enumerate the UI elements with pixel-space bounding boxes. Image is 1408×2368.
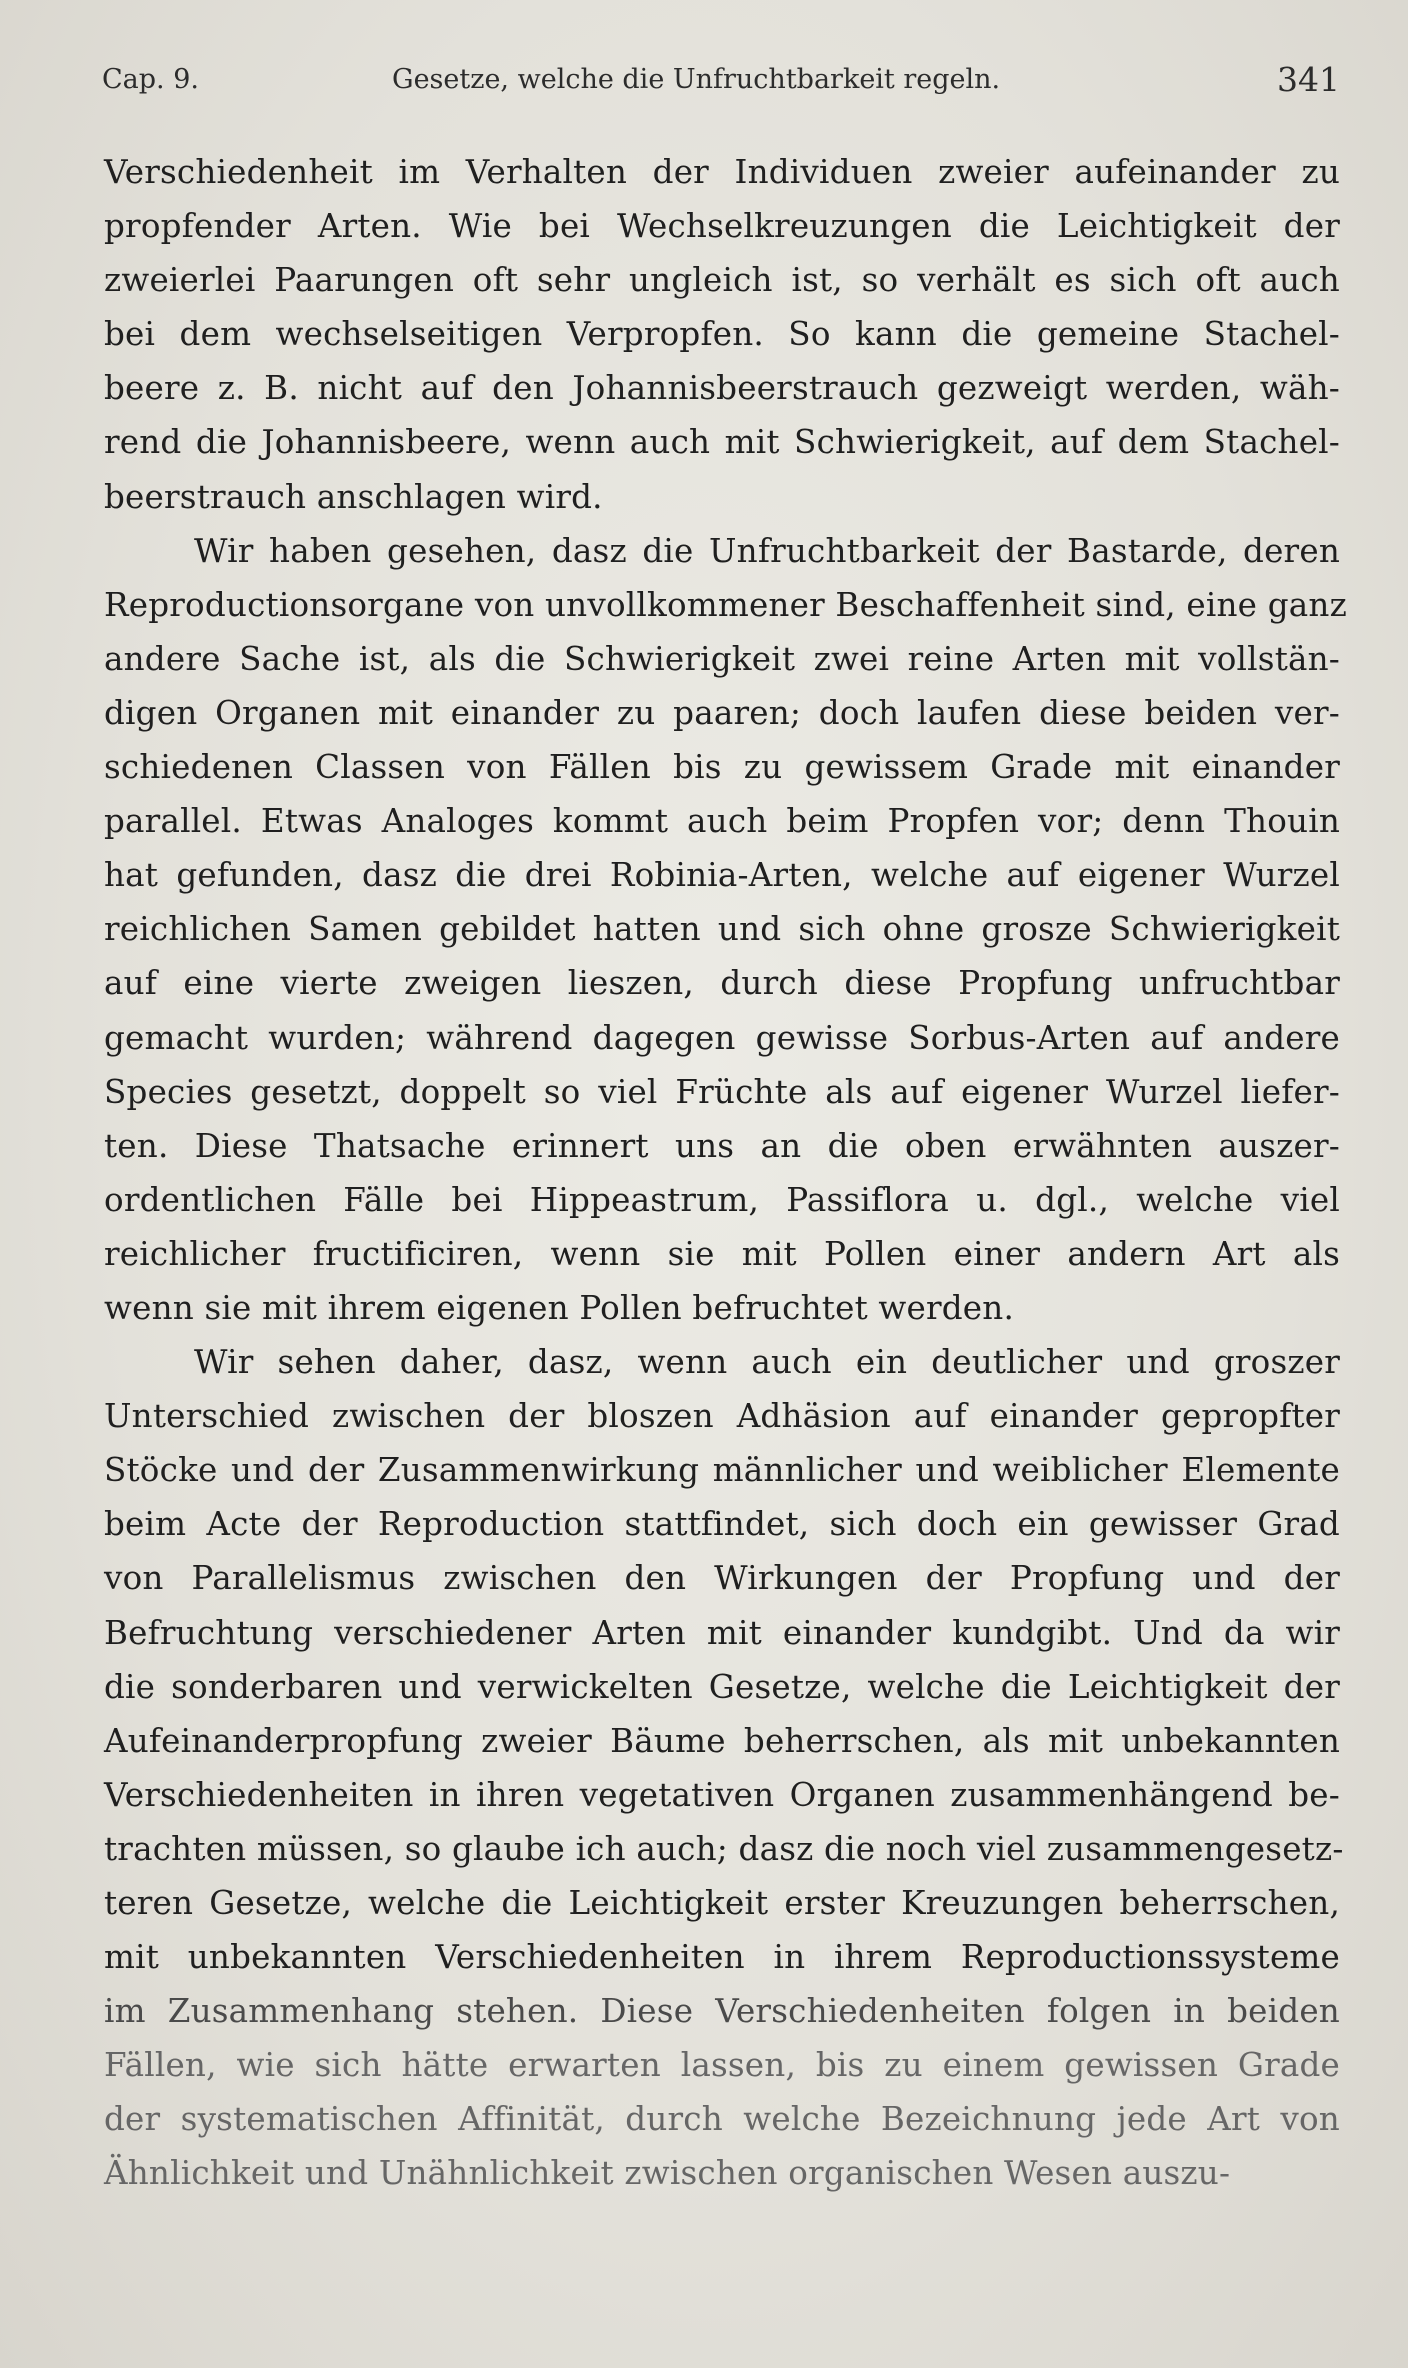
text-line: trachten müssen, so glaube ich auch; dasz die noch viel zusammengesetz- bbox=[104, 1829, 1344, 1868]
text-line: beere z. B. nicht auf den Johannisbeerstrauch gezweigt werden, wäh- bbox=[104, 369, 1340, 408]
text-line: beim Acte der Reproduction stattfindet, sich doch ein gewisser Grad bbox=[104, 1505, 1340, 1544]
text-line: im Zusammenhang stehen. Diese Verschiedenheiten folgen in beiden bbox=[104, 1992, 1340, 2031]
text-line: Wir sehen daher, dasz, wenn auch ein deutlicher und groszer bbox=[194, 1343, 1340, 1382]
text-line: andere Sache ist, als die Schwierigkeit zwei reine Arten mit vollstän- bbox=[104, 639, 1340, 678]
text-line: beerstrauch anschlagen wird. bbox=[104, 477, 603, 516]
text-line: wenn sie mit ihrem eigenen Pollen befruchtet werden. bbox=[104, 1288, 1015, 1327]
running-header bbox=[102, 60, 1340, 114]
text-line: Befruchtung verschiedener Arten mit einander kundgibt. Und da wir bbox=[104, 1613, 1340, 1652]
text-line: Stöcke und der Zusammenwirkung männlicher und weiblicher Elemente bbox=[104, 1451, 1340, 1490]
text-line: Verschiedenheiten in ihren vegetativen Organen zusammenhängend be- bbox=[104, 1775, 1340, 1814]
text-line: gemacht wurden; während dagegen gewisse Sorbus-Arten auf andere bbox=[104, 1018, 1340, 1057]
text-line: hat gefunden, dasz die drei Robinia-Arten, welche auf eigener Wurzel bbox=[104, 856, 1340, 895]
text-line: rend die Johannisbeere, wenn auch mit Schwierigkeit, auf dem Stachel- bbox=[104, 423, 1340, 462]
text-line: mit unbekannten Verschiedenheiten in ihrem Reproductionssysteme bbox=[104, 1938, 1340, 1977]
text-line: bei dem wechselseitigen Verpropfen. So kann die gemeine Stachel- bbox=[104, 315, 1340, 354]
page-number: 341 bbox=[1277, 60, 1340, 99]
text-line: auf eine vierte zweigen lieszen, durch diese Propfung unfruchtbar bbox=[104, 964, 1340, 1003]
text-line: ordentlichen Fälle bei Hippeastrum, Passiflora u. dgl., welche viel bbox=[104, 1180, 1340, 1219]
text-line: Wir haben gesehen, dasz die Unfruchtbarkeit der Bastarde, deren bbox=[194, 531, 1340, 570]
running-title: Gesetze, welche die Unfruchtbarkeit regeln. bbox=[392, 64, 1001, 95]
text-line: die sonderbaren und verwickelten Gesetze, welche die Leichtigkeit der bbox=[104, 1667, 1340, 1706]
text-line: ten. Diese Thatsache erinnert uns an die oben erwähnten auszer- bbox=[104, 1126, 1340, 1165]
text-line: teren Gesetze, welche die Leichtigkeit erster Kreuzungen beherrschen, bbox=[104, 1884, 1340, 1922]
text-line: Ähnlichkeit und Unähnlichkeit zwischen organischen Wesen auszu- bbox=[104, 2154, 1231, 2193]
text-line: parallel. Etwas Analoges kommt auch beim Propfen vor; denn Thouin bbox=[104, 802, 1340, 841]
text-line: reichlicher fructificiren, wenn sie mit Pollen einer andern Art als bbox=[104, 1234, 1340, 1273]
text-line: propfender Arten. Wie bei Wechselkreuzungen die Leichtigkeit der bbox=[104, 207, 1340, 246]
text-line: Verschiedenheit im Verhalten der Individuen zweier aufeinander zu bbox=[104, 153, 1340, 191]
text-line: zweierlei Paarungen oft sehr ungleich ist, so verhält es sich oft auch bbox=[104, 261, 1340, 300]
text-line: reichlichen Samen gebildet hatten und sich ohne grosze Schwierigkeit bbox=[104, 910, 1340, 949]
text-line: von Parallelismus zwischen den Wirkungen der Propfung und der bbox=[104, 1559, 1340, 1598]
body-text bbox=[104, 145, 1347, 2201]
chapter-label: Cap. 9. bbox=[102, 64, 199, 95]
text-line: Reproductionsorgane von unvollkommener Beschaffenheit sind, eine ganz bbox=[104, 585, 1347, 624]
text-line: schiedenen Classen von Fällen bis zu gewissem Grade mit einander bbox=[104, 748, 1340, 787]
text-line: digen Organen mit einander zu paaren; doch laufen diese beiden ver- bbox=[104, 693, 1340, 732]
text-line: Fällen, wie sich hätte erwarten lassen, bis zu einem gewissen Grade bbox=[104, 2046, 1340, 2085]
text-line: Species gesetzt, doppelt so viel Früchte als auf eigener Wurzel liefer- bbox=[104, 1072, 1340, 1111]
text-line: der systematischen Affinität, durch welche Bezeichnung jede Art von bbox=[104, 2100, 1340, 2139]
text-line: Unterschied zwischen der bloszen Adhäsion auf einander gepropfter bbox=[104, 1397, 1340, 1436]
text-line: Aufeinanderpropfung zweier Bäume beherrschen, als mit unbekannten bbox=[104, 1721, 1340, 1760]
